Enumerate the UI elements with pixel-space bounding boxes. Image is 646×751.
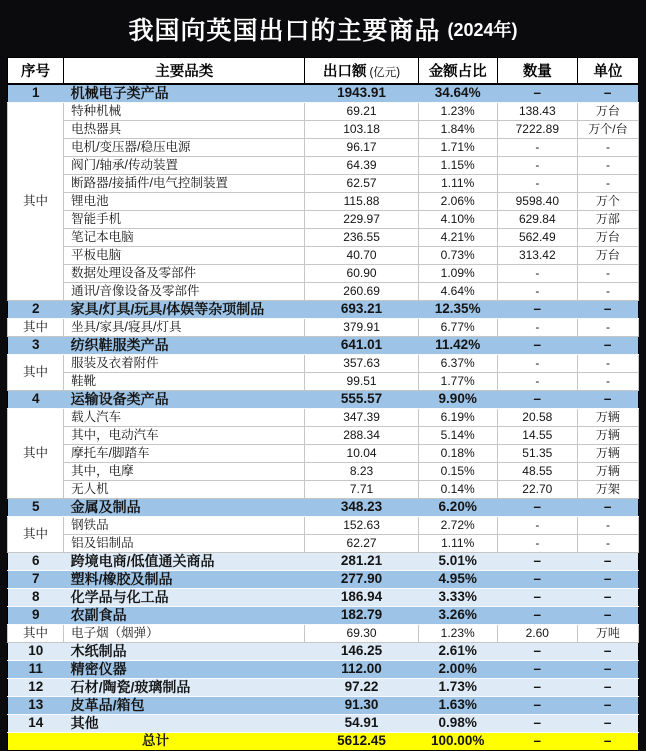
- table-row: [8, 427, 639, 445]
- unit-value-cell: -: [577, 535, 638, 553]
- category-name-cell: 阀门/轴承/传动装置: [64, 157, 305, 175]
- export-value-cell: 182.79: [305, 607, 418, 625]
- quantity-value-cell: –: [497, 589, 577, 607]
- unit-value-cell: 万架: [577, 481, 638, 499]
- quantity-value-cell: 2.60: [497, 625, 577, 643]
- table-row: [8, 247, 639, 265]
- row-index-cell: 13: [8, 697, 64, 715]
- quantity-value-cell: –: [497, 661, 577, 679]
- unit-value-cell: -: [577, 175, 638, 193]
- table-row: [8, 571, 639, 589]
- export-value-cell: 7.71: [305, 481, 418, 499]
- quantity-value-cell: -: [497, 535, 577, 553]
- export-value-cell: 281.21: [305, 553, 418, 571]
- unit-value-cell: 万吨: [577, 625, 638, 643]
- category-name-cell: 载人汽车: [64, 409, 305, 427]
- table-row: [8, 373, 639, 391]
- share-value-cell: 3.26%: [418, 607, 497, 625]
- category-name-cell: 金属及制品: [64, 499, 305, 517]
- table-row: [8, 697, 639, 715]
- category-name-cell: 钢铁品: [64, 517, 305, 535]
- table-row: [8, 409, 639, 427]
- unit-value-cell: 万台: [577, 103, 638, 121]
- category-name-cell: 农副食品: [64, 607, 305, 625]
- export-value-cell: 115.88: [305, 193, 418, 211]
- category-name-cell: 电热器具: [64, 121, 305, 139]
- col-header-unit: 单位: [577, 58, 638, 85]
- quantity-value-cell: -: [497, 139, 577, 157]
- unit-value-cell: 万台: [577, 247, 638, 265]
- unit-value-cell: 万部: [577, 211, 638, 229]
- quantity-value-cell: –: [497, 499, 577, 517]
- export-value-cell: 54.91: [305, 715, 418, 733]
- table-row: [8, 265, 639, 283]
- quantity-value-cell: 14.55: [497, 427, 577, 445]
- share-value-cell: 1.11%: [418, 175, 497, 193]
- table-row: [8, 499, 639, 517]
- quantity-value-cell: –: [497, 571, 577, 589]
- quantity-value-cell: 629.84: [497, 211, 577, 229]
- category-name-cell: 纺织鞋服类产品: [64, 337, 305, 355]
- unit-value-cell: -: [577, 139, 638, 157]
- table-row: [8, 211, 639, 229]
- table-row: [8, 337, 639, 355]
- unit-value-cell: –: [577, 553, 638, 571]
- share-value-cell: 4.95%: [418, 571, 497, 589]
- category-name-cell: 运输设备类产品: [64, 391, 305, 409]
- export-value-cell: 1943.91: [305, 84, 418, 103]
- share-value-cell: 0.15%: [418, 463, 497, 481]
- unit-value-cell: -: [577, 517, 638, 535]
- table-row: [8, 481, 639, 499]
- table-row: [8, 229, 639, 247]
- row-index-cell: 其中: [8, 319, 64, 337]
- export-value-cell: 260.69: [305, 283, 418, 301]
- share-value-cell: 4.21%: [418, 229, 497, 247]
- table-row: [8, 463, 639, 481]
- row-index-cell: 其中: [8, 409, 64, 499]
- row-index-cell: 11: [8, 661, 64, 679]
- quantity-value-cell: –: [497, 607, 577, 625]
- share-value-cell: 2.00%: [418, 661, 497, 679]
- quantity-value-cell: 48.55: [497, 463, 577, 481]
- quantity-value-cell: 51.35: [497, 445, 577, 463]
- unit-value-cell: –: [577, 733, 638, 751]
- export-value-cell: 40.70: [305, 247, 418, 265]
- table-row: [8, 553, 639, 571]
- share-value-cell: 1.77%: [418, 373, 497, 391]
- quantity-value-cell: 7222.89: [497, 121, 577, 139]
- share-value-cell: 6.19%: [418, 409, 497, 427]
- row-index-cell: 其中: [8, 625, 64, 643]
- category-name-cell: 其中，电摩: [64, 463, 305, 481]
- share-value-cell: 1.11%: [418, 535, 497, 553]
- unit-value-cell: 万辆: [577, 409, 638, 427]
- export-table: [7, 57, 639, 751]
- share-value-cell: 6.77%: [418, 319, 497, 337]
- quantity-value-cell: –: [497, 715, 577, 733]
- unit-value-cell: –: [577, 715, 638, 733]
- category-name-cell: 断路器/接插件/电气控制装置: [64, 175, 305, 193]
- export-value-cell: 641.01: [305, 337, 418, 355]
- category-name-cell: 特种机械: [64, 103, 305, 121]
- export-value-cell: 5612.45: [305, 733, 418, 751]
- share-value-cell: 100.00%: [418, 733, 497, 751]
- share-value-cell: 11.42%: [418, 337, 497, 355]
- export-value-cell: 348.23: [305, 499, 418, 517]
- unit-value-cell: -: [577, 319, 638, 337]
- table-row: [8, 661, 639, 679]
- table-row: [8, 139, 639, 157]
- export-value-cell: 97.22: [305, 679, 418, 697]
- col-header-export-unit-note: (亿元): [369, 67, 401, 79]
- quantity-value-cell: 138.43: [497, 103, 577, 121]
- row-index-cell: 12: [8, 679, 64, 697]
- col-header-share: 金额占比: [418, 58, 497, 85]
- col-header-export: [305, 58, 418, 85]
- export-value-cell: 8.23: [305, 463, 418, 481]
- table-row: [8, 607, 639, 625]
- category-name-cell: 鞋靴: [64, 373, 305, 391]
- export-value-cell: 277.90: [305, 571, 418, 589]
- share-value-cell: 5.14%: [418, 427, 497, 445]
- category-name-cell: 锂电池: [64, 193, 305, 211]
- unit-value-cell: -: [577, 265, 638, 283]
- quantity-value-cell: –: [497, 391, 577, 409]
- row-index-cell: 其中: [8, 355, 64, 391]
- page-title-year: (2024年): [447, 19, 518, 40]
- unit-value-cell: –: [577, 643, 638, 661]
- export-value-cell: 288.34: [305, 427, 418, 445]
- quantity-value-cell: 22.70: [497, 481, 577, 499]
- export-value-cell: 103.18: [305, 121, 418, 139]
- share-value-cell: 2.61%: [418, 643, 497, 661]
- export-value-cell: 146.25: [305, 643, 418, 661]
- share-value-cell: 1.84%: [418, 121, 497, 139]
- quantity-value-cell: -: [497, 517, 577, 535]
- unit-value-cell: –: [577, 661, 638, 679]
- category-name-cell: 石材/陶瓷/玻璃制品: [64, 679, 305, 697]
- category-name-cell: 家具/灯具/玩具/体娱等杂项制品: [64, 301, 305, 319]
- unit-value-cell: 万辆: [577, 427, 638, 445]
- share-value-cell: 2.72%: [418, 517, 497, 535]
- category-name-cell: 皮革品/箱包: [64, 697, 305, 715]
- share-value-cell: 4.64%: [418, 283, 497, 301]
- export-value-cell: 10.04: [305, 445, 418, 463]
- table-row: [8, 445, 639, 463]
- row-index-cell: 6: [8, 553, 64, 571]
- title-bar: [0, 0, 646, 57]
- quantity-value-cell: –: [497, 643, 577, 661]
- unit-value-cell: 万辆: [577, 445, 638, 463]
- row-index-cell: 3: [8, 337, 64, 355]
- export-value-cell: 379.91: [305, 319, 418, 337]
- table-row: [8, 301, 639, 319]
- quantity-value-cell: -: [497, 319, 577, 337]
- quantity-value-cell: -: [497, 373, 577, 391]
- table-row: [8, 517, 639, 535]
- export-value-cell: 555.57: [305, 391, 418, 409]
- quantity-value-cell: –: [497, 301, 577, 319]
- table-row: [8, 84, 639, 103]
- unit-value-cell: -: [577, 373, 638, 391]
- quantity-value-cell: –: [497, 679, 577, 697]
- unit-value-cell: -: [577, 157, 638, 175]
- category-name-cell: 塑料/橡胶及制品: [64, 571, 305, 589]
- category-name-cell: 智能手机: [64, 211, 305, 229]
- unit-value-cell: –: [577, 589, 638, 607]
- share-value-cell: 1.15%: [418, 157, 497, 175]
- category-name-cell: 平板电脑: [64, 247, 305, 265]
- export-value-cell: 91.30: [305, 697, 418, 715]
- export-value-cell: 186.94: [305, 589, 418, 607]
- category-name-cell: 坐具/家具/寝具/灯具: [64, 319, 305, 337]
- export-value-cell: 112.00: [305, 661, 418, 679]
- row-index-cell: 7: [8, 571, 64, 589]
- share-value-cell: 1.23%: [418, 625, 497, 643]
- export-value-cell: 62.57: [305, 175, 418, 193]
- category-name-cell: 其中，电动汽车: [64, 427, 305, 445]
- unit-value-cell: 万个/台: [577, 121, 638, 139]
- table-row: [8, 643, 639, 661]
- export-value-cell: 152.63: [305, 517, 418, 535]
- category-name-cell: 电子烟（烟弹）: [64, 625, 305, 643]
- unit-value-cell: –: [577, 499, 638, 517]
- unit-value-cell: –: [577, 337, 638, 355]
- unit-value-cell: –: [577, 391, 638, 409]
- category-name-cell: 精密仪器: [64, 661, 305, 679]
- quantity-value-cell: -: [497, 283, 577, 301]
- unit-value-cell: –: [577, 84, 638, 103]
- total-label: 总计: [8, 733, 305, 751]
- table-row: [8, 283, 639, 301]
- table-row: [8, 679, 639, 697]
- quantity-value-cell: –: [497, 733, 577, 751]
- category-name-cell: 无人机: [64, 481, 305, 499]
- col-header-quantity: 数量: [497, 58, 577, 85]
- export-value-cell: 99.51: [305, 373, 418, 391]
- unit-value-cell: 万个: [577, 193, 638, 211]
- header-row: [8, 58, 639, 85]
- share-value-cell: 9.90%: [418, 391, 497, 409]
- share-value-cell: 1.09%: [418, 265, 497, 283]
- table-row: [8, 157, 639, 175]
- export-value-cell: 60.90: [305, 265, 418, 283]
- table-row: [8, 103, 639, 121]
- quantity-value-cell: 313.42: [497, 247, 577, 265]
- export-value-cell: 347.39: [305, 409, 418, 427]
- row-index-cell: 其中: [8, 517, 64, 553]
- share-value-cell: 12.35%: [418, 301, 497, 319]
- quantity-value-cell: 562.49: [497, 229, 577, 247]
- export-value-cell: 229.97: [305, 211, 418, 229]
- table-row: [8, 355, 639, 373]
- page-title: 我国向英国出口的主要商品: [128, 16, 441, 45]
- share-value-cell: 1.23%: [418, 103, 497, 121]
- row-index-cell: 其中: [8, 103, 64, 301]
- table-row: [8, 319, 639, 337]
- share-value-cell: 4.10%: [418, 211, 497, 229]
- share-value-cell: 0.73%: [418, 247, 497, 265]
- export-value-cell: 357.63: [305, 355, 418, 373]
- share-value-cell: 1.63%: [418, 697, 497, 715]
- export-value-cell: 236.55: [305, 229, 418, 247]
- quantity-value-cell: –: [497, 84, 577, 103]
- category-name-cell: 电机/变压器/稳压电源: [64, 139, 305, 157]
- category-name-cell: 跨境电商/低值通关商品: [64, 553, 305, 571]
- unit-value-cell: 万辆: [577, 463, 638, 481]
- category-name-cell: 化学品与化工品: [64, 589, 305, 607]
- export-value-cell: 69.30: [305, 625, 418, 643]
- row-index-cell: 8: [8, 589, 64, 607]
- table-row: [8, 121, 639, 139]
- share-value-cell: 0.18%: [418, 445, 497, 463]
- unit-value-cell: –: [577, 697, 638, 715]
- row-index-cell: 5: [8, 499, 64, 517]
- quantity-value-cell: 20.58: [497, 409, 577, 427]
- table-row: [8, 193, 639, 211]
- category-name-cell: 数据处理设备及零部件: [64, 265, 305, 283]
- quantity-value-cell: 9598.40: [497, 193, 577, 211]
- unit-value-cell: –: [577, 301, 638, 319]
- category-name-cell: 木纸制品: [64, 643, 305, 661]
- category-name-cell: 机械电子类产品: [64, 84, 305, 103]
- unit-value-cell: –: [577, 571, 638, 589]
- quantity-value-cell: -: [497, 355, 577, 373]
- share-value-cell: 2.06%: [418, 193, 497, 211]
- export-value-cell: 96.17: [305, 139, 418, 157]
- share-value-cell: 6.20%: [418, 499, 497, 517]
- share-value-cell: 5.01%: [418, 553, 497, 571]
- table-row: [8, 535, 639, 553]
- share-value-cell: 34.64%: [418, 84, 497, 103]
- table-row: [8, 625, 639, 643]
- unit-value-cell: -: [577, 355, 638, 373]
- export-value-cell: 69.21: [305, 103, 418, 121]
- row-index-cell: 9: [8, 607, 64, 625]
- row-index-cell: 4: [8, 391, 64, 409]
- category-name-cell: 摩托车/脚踏车: [64, 445, 305, 463]
- row-index-cell: 2: [8, 301, 64, 319]
- export-value-cell: 693.21: [305, 301, 418, 319]
- col-header-export-label: 出口额: [322, 64, 367, 80]
- table-row: [8, 391, 639, 409]
- share-value-cell: 1.73%: [418, 679, 497, 697]
- category-name-cell: 笔记本电脑: [64, 229, 305, 247]
- share-value-cell: 6.37%: [418, 355, 497, 373]
- unit-value-cell: –: [577, 607, 638, 625]
- row-index-cell: 1: [8, 84, 64, 103]
- share-value-cell: 0.98%: [418, 715, 497, 733]
- export-value-cell: 64.39: [305, 157, 418, 175]
- table-row: [8, 589, 639, 607]
- quantity-value-cell: -: [497, 157, 577, 175]
- unit-value-cell: -: [577, 283, 638, 301]
- share-value-cell: 1.71%: [418, 139, 497, 157]
- quantity-value-cell: –: [497, 553, 577, 571]
- share-value-cell: 3.33%: [418, 589, 497, 607]
- total-row: [8, 733, 639, 751]
- category-name-cell: 铝及铝制品: [64, 535, 305, 553]
- col-header-category: 主要品类: [64, 58, 305, 85]
- category-name-cell: 其他: [64, 715, 305, 733]
- row-index-cell: 14: [8, 715, 64, 733]
- quantity-value-cell: –: [497, 337, 577, 355]
- unit-value-cell: 万台: [577, 229, 638, 247]
- unit-value-cell: –: [577, 679, 638, 697]
- table-body: [8, 84, 639, 751]
- share-value-cell: 0.14%: [418, 481, 497, 499]
- category-name-cell: 服装及衣着附件: [64, 355, 305, 373]
- category-name-cell: 通讯/音像设备及零部件: [64, 283, 305, 301]
- row-index-cell: 10: [8, 643, 64, 661]
- quantity-value-cell: -: [497, 265, 577, 283]
- export-value-cell: 62.27: [305, 535, 418, 553]
- table-row: [8, 715, 639, 733]
- quantity-value-cell: –: [497, 697, 577, 715]
- table-row: [8, 175, 639, 193]
- quantity-value-cell: -: [497, 175, 577, 193]
- export-table-wrap: [7, 57, 639, 749]
- col-header-no: 序号: [8, 58, 64, 85]
